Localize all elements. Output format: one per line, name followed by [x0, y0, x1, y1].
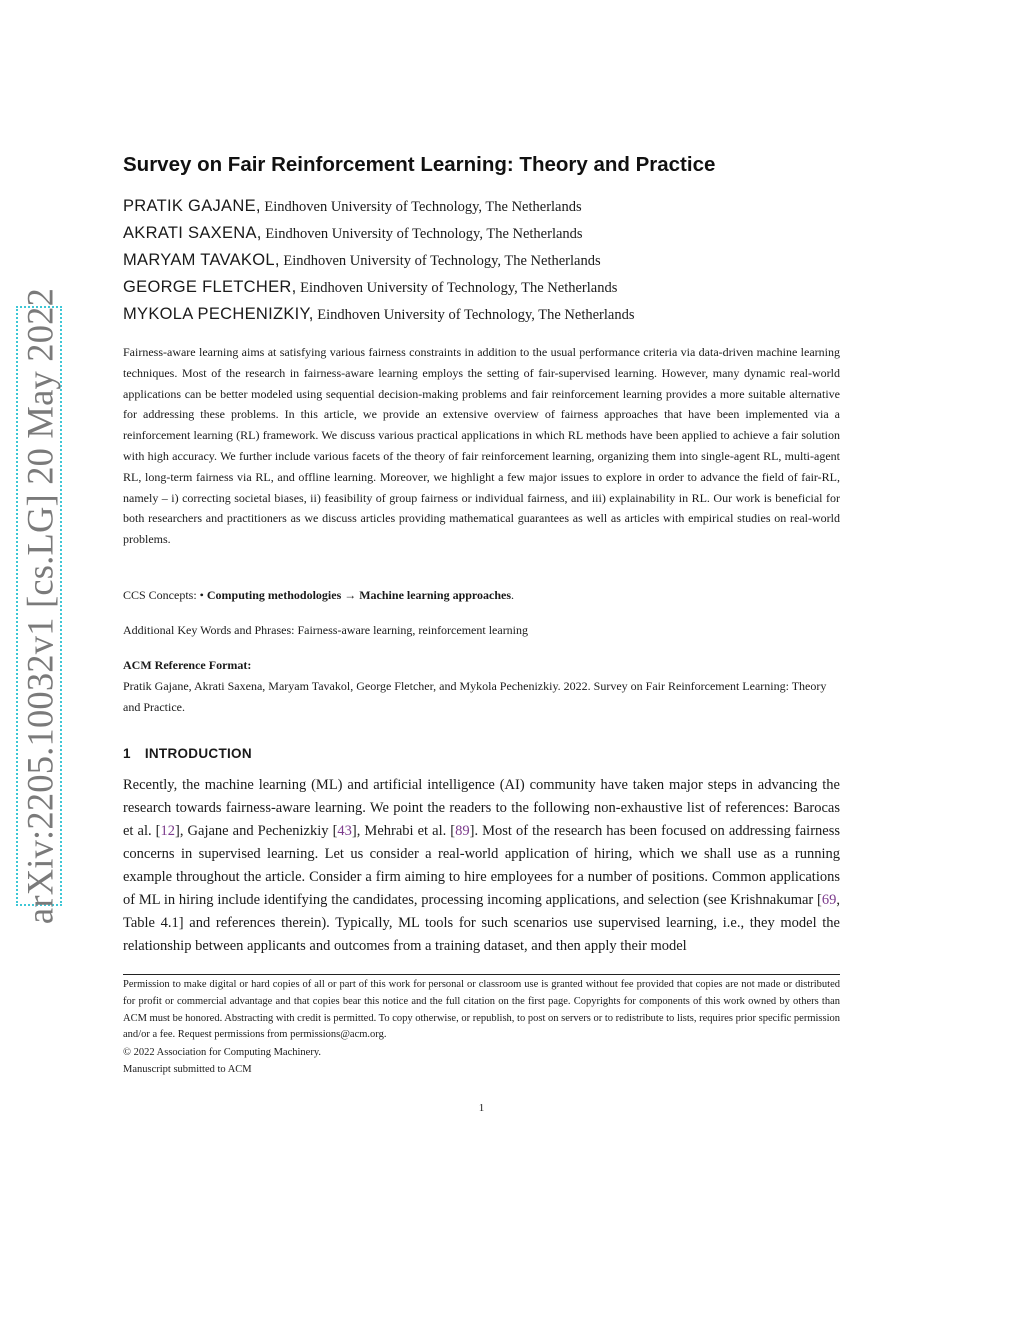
manuscript-notice: Manuscript submitted to ACM [123, 1064, 252, 1075]
author-affiliation: Eindhoven University of Technology, The Netherlands [279, 253, 601, 269]
abstract: Fairness-aware learning aims at satisfying various fairness constraints in addition to the usual performance criteria via data-driven machine learning techniques. Most of the research in fairness-aware learning employs the setting of fair-supervised learning. However, many dynamic real-world applications can be better modeled using sequential decision-making problems and fair reinforcement learning provides a more suitable alternative for addressing these problems. In this article, we provide an extensive overview of fairness approaches that have been implemented via a reinforcement learning (RL) framework. We discuss various practical applications in which RL methods have been applied to achieve a fair solution with high accuracy. We further include various facets of the theory of fair reinforcement learning, organizing them into single-agent RL, multi-agent RL, long-term fairness via RL, and offline learning. Moreover, we highlight a few major issues to explore in order to advance the field of fair-RL, namely – i) correcting societal biases, ii) feasibility of group fairness or individual fairness, and iii) explainability in RL. Our work is beneficial for both researchers and practitioners as we discuss articles providing mathematical guarantees as well as articles with empirical studies on real-world problems. [123, 345, 840, 547]
citation-link[interactable]: 12 [160, 823, 176, 839]
author-line [123, 251, 601, 270]
section-number: 1 [123, 746, 131, 761]
reference-format [123, 655, 840, 717]
footnote-divider [123, 974, 840, 975]
author-affiliation: Eindhoven University of Technology, The Netherlands [261, 226, 583, 242]
arxiv-identifier[interactable]: arXiv:2205.10032v1 [cs.LG] 20 May 2022 [19, 287, 61, 925]
author-name: PRATIK GAJANE, [123, 197, 261, 215]
intro-paragraph [123, 774, 840, 958]
reference-format-heading: ACM Reference Format: [123, 658, 252, 672]
citation-link[interactable]: 89 [455, 823, 470, 839]
author-line [123, 278, 617, 297]
intro-text: ]. Most of the research has been focused on addressing fairness concerns in supervised learning. Let us consider a real-world application of hiring, which we shall use as a running example throughout the article. Consider a firm aiming to hire employees for a number of positions. Common applications of ML in hiring include identifying the candidates, processing incoming applications, and selection (see Krishnakumar [ [123, 823, 840, 908]
author-name: GEORGE FLETCHER, [123, 278, 297, 296]
ccs-concepts [123, 585, 840, 606]
ccs-end: . [511, 588, 515, 602]
author-line [123, 197, 582, 216]
section-title: INTRODUCTION [144, 746, 252, 761]
intro-text: ], Gajane and Pechenizkiy [ [175, 823, 338, 839]
permission-notice: Permission to make digital or hard copies of all or part of this work for personal or classroom use is granted without fee provided that copies are not made or distributed for profit or commercial advantage and that copies bear this notice and the full citation on the first page. Copyrights for components of this work owned by others than ACM must be honored. Abstracting with credit is permitted. To copy otherwise, or republish, to post on servers or to redistribute to lists, requires prior specific permission and/or a fee. Request permissions from permissions@acm.org. [123, 979, 840, 1041]
author-line [123, 224, 583, 243]
author-name: MARYAM TAVAKOL, [123, 251, 280, 269]
section-heading [123, 746, 252, 761]
author-name: MYKOLA PECHENIZKIY, [123, 305, 314, 323]
author-affiliation: Eindhoven University of Technology, The Netherlands [313, 307, 635, 323]
author-name: AKRATI SAXENA, [123, 224, 262, 242]
author-affiliation: Eindhoven University of Technology, The Netherlands [260, 199, 582, 215]
paper-title: Survey on Fair Reinforcement Learning: Theory and Practice [123, 153, 716, 176]
copyright-notice: © 2022 Association for Computing Machinery. [123, 1047, 322, 1058]
intro-text: , Table 4.1] and references therein). Typically, ML tools for such scenarios use supervised learning, i.e., they model the relationship between applicants and outcomes from a training dataset, and then apply their model [123, 892, 840, 954]
citation-link[interactable]: 69 [821, 892, 837, 908]
ccs-concept: Computing methodologies → Machine learning approaches [206, 588, 512, 602]
intro-text: Recently, the machine learning (ML) and artificial intelligence (AI) community have taken major steps in advancing the research towards fairness-aware learning. We point the readers to the following non-exhaustive list of references: Barocas et al. [ [123, 777, 840, 839]
author-line [123, 305, 635, 324]
citation-link[interactable]: 43 [337, 823, 352, 839]
reference-format-text: Pratik Gajane, Akrati Saxena, Maryam Tavakol, George Fletcher, and Mykola Pechenizkiy. 2022. Survey on Fair Reinforcement Learning: Theory and Practice. [123, 678, 827, 714]
intro-text: ], Mehrabi et al. [ [351, 823, 456, 839]
page-number: 1 [478, 1102, 485, 1114]
keywords: Additional Key Words and Phrases: Fairness-aware learning, reinforcement learning [123, 623, 529, 637]
author-affiliation: Eindhoven University of Technology, The Netherlands [296, 280, 618, 296]
ccs-label: CCS Concepts: • [123, 588, 207, 602]
